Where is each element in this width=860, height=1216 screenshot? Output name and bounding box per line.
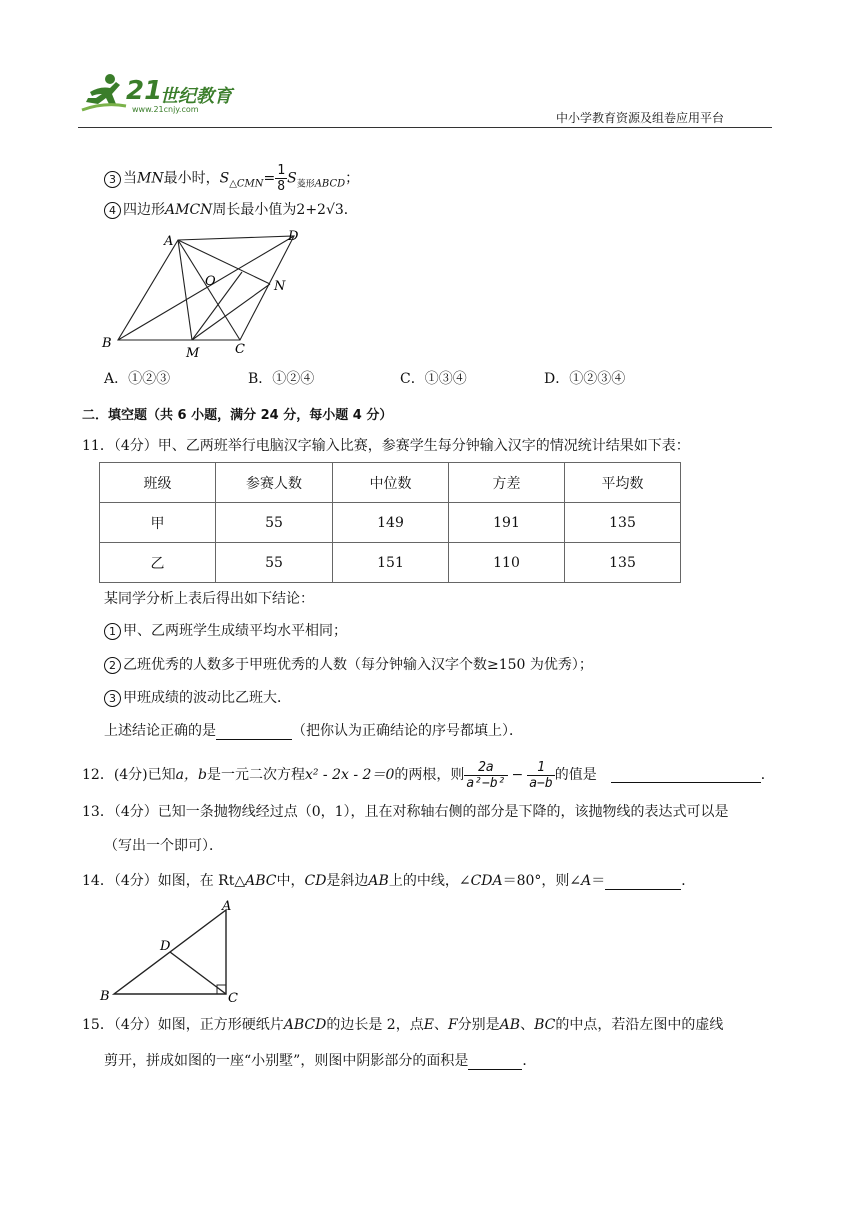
table-header-cell: 参赛人数 — [216, 463, 333, 503]
option-c[interactable]: C．①③④ — [400, 371, 467, 387]
q11-conclusion-2: 2 乙班优秀的人数多于甲班优秀的人数（每分钟输入汉字个数≥150 为优秀）； — [104, 656, 593, 674]
table-cell: 149 — [333, 503, 449, 543]
label-C: C — [235, 342, 245, 357]
q15-line-2: 剪开，拼成如图的一座“小别墅”，则图中阴影部分的面积是 ． — [104, 1053, 537, 1069]
table-cell: 乙 — [100, 543, 216, 583]
stats-table — [99, 462, 681, 583]
label-A: A — [222, 899, 232, 914]
runner-logo-icon — [80, 72, 128, 116]
table-cell: 55 — [216, 503, 333, 543]
table-cell: 110 — [449, 543, 565, 583]
answer-blank[interactable] — [605, 875, 681, 890]
q13-line-1: 13．（4分）已知一条抛物线经过点（0，1），且在对称轴右侧的部分是下降的，该抛物线的表达式可以是 — [82, 804, 729, 820]
q11-intro: 某同学分析上表后得出如下结论： — [104, 591, 314, 607]
logo-number: 21 — [126, 76, 163, 106]
q10-item-4: 4 四边形AMCN周长最小值为2+2√3． — [104, 201, 358, 219]
q11-answer-line: 上述结论正确的是 （把你认为正确结论的序号都填上）． — [104, 723, 523, 739]
option-d[interactable]: D．①②③④ — [544, 371, 626, 387]
table-cell: 135 — [565, 503, 681, 543]
section-heading: 二．填空题（共 6 小题，满分 24 分，每小题 4 分） — [82, 408, 393, 423]
table-header-row — [100, 463, 681, 503]
q11-stem: 11．（4分）甲、乙两班举行电脑汉字输入比赛，参赛学生每分钟输入汉字的情况统计结果如下表： — [82, 438, 690, 454]
header-rule — [78, 127, 772, 128]
q10-item-3: 3 当MN最小时，$S_{\triangle CMN}=$ $\frac{1}{8}$ $S_{菱形ABCD}$； — [104, 163, 359, 194]
q12: 12．(4分)已知a，b是一元二次方程x² - 2x - 2＝0的两根，则 $\frac{2a}{\text{a²−b²}}$ − $\frac{1}{a-b}$ 的值是 ． — [82, 759, 775, 791]
q13-line-2: （写出一个即可）． — [104, 838, 223, 854]
q11-conclusion-1: 1 甲、乙两班学生成绩平均水平相同； — [104, 622, 347, 640]
label-B: B — [100, 989, 110, 1004]
right-triangle-figure — [98, 896, 248, 1006]
q14-stem: 14．（4分）如图，在 Rt△ABC中，CD是斜边AB上的中线，∠CDA＝80°，则∠A＝ ． — [82, 873, 696, 889]
label-D: D — [160, 939, 171, 954]
circled-number: 4 — [104, 202, 121, 219]
label-A: A — [164, 234, 174, 249]
fraction-2: $\frac{1}{a-b}$ — [529, 759, 553, 791]
table-cell: 甲 — [100, 503, 216, 543]
option-a[interactable]: A．①②③ — [104, 371, 171, 387]
option-b[interactable]: B．①②④ — [248, 371, 315, 387]
logo — [80, 72, 260, 120]
answer-blank[interactable] — [611, 768, 761, 783]
table-header-cell: 方差 — [449, 463, 565, 503]
table-row — [100, 543, 681, 583]
q15-line-1: 15．（4分）如图，正方形硬纸片ABCD的边长是 2，点E、F分别是AB、BC的中点，若沿左图中的虚线 — [82, 1017, 724, 1033]
table-cell: 55 — [216, 543, 333, 583]
platform-title: 中小学教育资源及组卷应用平台 — [556, 111, 725, 125]
fraction-1: $\frac{2a}{\text{a²−b²}}$ — [466, 759, 506, 791]
label-N: N — [274, 279, 286, 294]
table-cell: 135 — [565, 543, 681, 583]
label-B: B — [102, 336, 112, 351]
fraction: $\frac{1}{8}$ — [277, 163, 286, 194]
logo-text: 世纪教育 — [160, 86, 232, 107]
logo-url: www.21cnjy.com — [132, 105, 199, 114]
rhombus-figure — [98, 226, 318, 361]
table-header-cell: 中位数 — [333, 463, 449, 503]
answer-blank[interactable] — [468, 1055, 522, 1070]
label-M: M — [186, 346, 200, 361]
table-header-cell: 班级 — [100, 463, 216, 503]
label-C: C — [228, 991, 238, 1006]
label-D: D — [288, 229, 299, 244]
table-cell: 191 — [449, 503, 565, 543]
table-header-cell: 平均数 — [565, 463, 681, 503]
circled-number: 3 — [104, 171, 121, 188]
table-row — [100, 503, 681, 543]
answer-blank[interactable] — [216, 725, 292, 740]
q11-conclusion-3: 3 甲班成绩的波动比乙班大． — [104, 689, 291, 707]
table-cell: 151 — [333, 543, 449, 583]
label-O: O — [205, 274, 216, 289]
